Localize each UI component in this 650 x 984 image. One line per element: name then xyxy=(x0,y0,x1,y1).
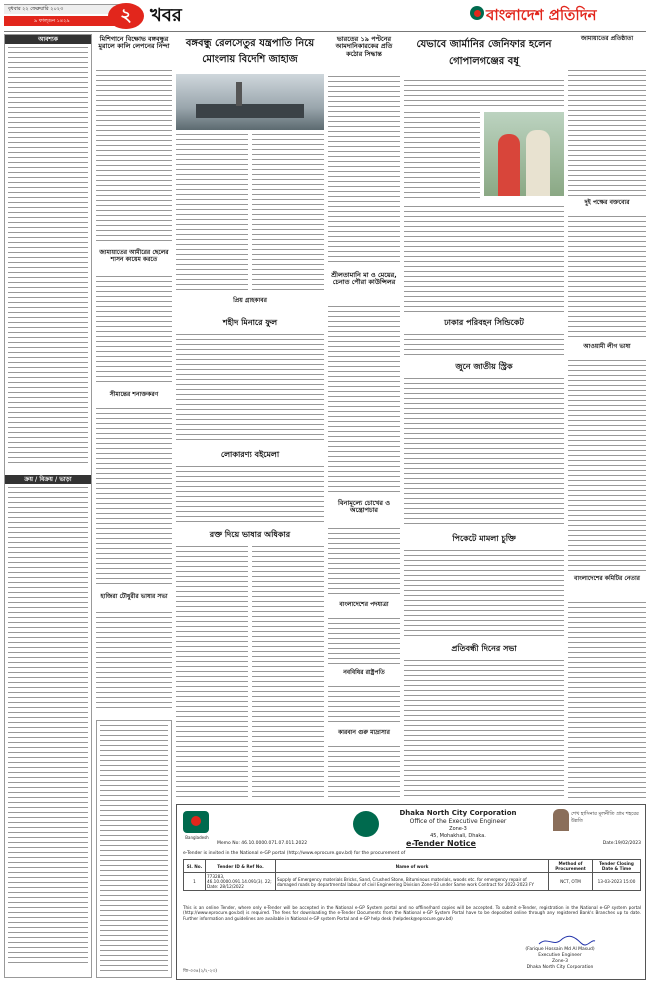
tender-table-header xyxy=(184,860,641,873)
headline-walk: বাংলাদেশের পদযাত্রা xyxy=(339,601,389,608)
headline-two-sides: দুই পক্ষের বক্তব্যের xyxy=(584,199,630,206)
headline-protibondhi: প্রতিবন্ধী দিনের সভা xyxy=(451,644,517,653)
article-text-10 xyxy=(252,546,324,798)
cell-id: 773283, 46.10.0000.091.14.091(3). 22; Date: 28/12/2022 xyxy=(206,873,276,891)
headline-flower: শহীদ মিনারে ফুল xyxy=(222,318,278,327)
tender-table-row xyxy=(184,873,641,891)
headline-border: সীমান্তের শনাক্তকরণ xyxy=(109,391,159,398)
signer-title: Executive Engineer xyxy=(538,953,582,958)
headline-blood-language: রক্ত দিয়ে ভাষার অধিকার xyxy=(209,530,291,539)
tender-office: Office of the Executive Engineer xyxy=(409,818,507,825)
headline-jamaat: জামায়াতের আমীরের ছেলের শাসন কায়েম করতে xyxy=(99,249,169,263)
classified-box-mid xyxy=(96,720,172,978)
article-text-20 xyxy=(404,334,564,358)
masthead xyxy=(0,0,650,32)
brand-name: বাংলাদেশ প্রতিদিন xyxy=(486,6,597,24)
signature-scribble xyxy=(537,935,597,947)
tender-zone: Zone-3 xyxy=(449,826,467,832)
cell-method: NCT, OTM xyxy=(549,873,593,891)
photo-ship-hull xyxy=(196,104,304,118)
dncc-logo xyxy=(353,811,379,837)
article-text-8 xyxy=(176,466,324,526)
signer-org: Dhaka North City Corporation xyxy=(526,965,594,970)
classified-text-1 xyxy=(8,47,88,467)
dateline-text: বৃধবার ২২ ফেব্রুয়ারি ২০২৩ xyxy=(8,6,64,12)
article-text-27 xyxy=(568,602,646,798)
article-text-12 xyxy=(328,306,400,496)
page-number: ২ xyxy=(120,5,132,26)
headline-india: ভারতের ১৯ পণ্টনের আমদানিকারকের প্রতি কঠোর সিদ্ধান্ত xyxy=(335,35,393,58)
ad-ref: জি-৩৩৪(২/২-২৩) xyxy=(183,969,218,974)
cell-sl: 1 xyxy=(184,873,206,891)
classified-head-top: আবশ্যক xyxy=(5,35,91,44)
article-text-22 xyxy=(404,550,564,640)
brand-logo-dot xyxy=(474,10,481,17)
tender-notice xyxy=(176,804,646,980)
headline-michigan: মিশিগানে বিক্ষোভ বঙ্গবন্ধুর মুরালে কালি লেপনের নিন্দা xyxy=(98,35,170,51)
dateline-sub xyxy=(4,16,124,26)
headline-eye-surgery: বিনামূল্যে চোখের ও অন্ত্রোপচার xyxy=(338,499,390,515)
headline-jamaat-founder: জামায়াতের প্রতিষ্ঠাতা xyxy=(580,35,634,42)
col-closing: Tender Closing Date & Time xyxy=(593,860,641,873)
headline-picket: পিকেটে মামলা চুক্তি xyxy=(452,534,516,543)
headline-awami-league: আওয়ামী লীগ ভাষা xyxy=(583,343,631,350)
tender-date: Date:19/02/2023 xyxy=(602,841,641,846)
headline-subscriber: প্রিয় গ্রাহকাবর xyxy=(233,297,267,304)
tender-org: Dhaka North City Corporation xyxy=(399,809,517,817)
brand-logo xyxy=(470,2,646,30)
article-text-7 xyxy=(176,334,324,444)
bangladesh-logo-sun xyxy=(191,816,201,826)
article-text-3 xyxy=(96,408,172,588)
photo-ship-crane xyxy=(236,82,242,106)
pm-photo xyxy=(553,809,569,831)
headline-committee: বাংলাদেশের কমিটির নেতার xyxy=(574,575,640,582)
classified-box-text xyxy=(100,725,168,973)
slogan-text: শেখ হাসিনার মূলনীতি গ্রাম শহরের উন্নতি xyxy=(571,811,639,824)
article-text-23 xyxy=(404,660,564,798)
signer-name: (Farique Hossain Md Al Masud) xyxy=(525,947,595,952)
tender-address: 45, Mohakhali, Dhaka. xyxy=(430,833,486,839)
article-text-16 xyxy=(328,746,400,798)
headline-madrasa: কারবান গুরু মাদ্রাসার xyxy=(338,729,390,736)
article-text-21 xyxy=(404,378,564,528)
article-text-6 xyxy=(252,134,324,294)
tender-memo: Memo No: 46.10.0000.071.07.011.2022 xyxy=(217,841,308,846)
tender-title: e-Tender Notice xyxy=(406,839,476,848)
col-method: Method of Procurement xyxy=(549,860,593,873)
col-id: Tender ID & Ref No. xyxy=(206,860,276,873)
article-text-18 xyxy=(404,112,480,202)
cell-closing: 13-03-2023 15:00 xyxy=(593,873,641,891)
masthead-rule xyxy=(4,31,646,32)
left-classified-column xyxy=(4,34,92,978)
article-text-19 xyxy=(404,206,564,312)
cell-work: Supply of Emergency materials Bricks, Sand, Crushed Stone, Bituminous materials, woods etc. for emergency repair of damaged roads by departmental labour of civil Engineering Division Zone-03 under Same work Contract for 2022-2023 FY xyxy=(276,873,549,891)
headline-national-strike: জুনে জাতীয় স্ট্রিক xyxy=(455,362,513,371)
col-work: Name of work xyxy=(276,860,549,873)
page-number-badge xyxy=(108,3,144,29)
article-text-13 xyxy=(328,528,400,598)
photo-couple xyxy=(484,112,564,196)
bangladesh-logo-caption: Bangladesh xyxy=(185,835,209,840)
headline-councillor: শ্রীলতামানি মা ও মেয়ের, চেনাত পৌরা কাউন্সিলর xyxy=(331,271,397,287)
classified-head-mid: ক্রয় / বিক্রয় / ভাড়া xyxy=(5,475,91,484)
article-text-4 xyxy=(96,612,172,712)
article-text-24 xyxy=(568,70,646,196)
headline-transport: ঢাকার পরিবহন সিন্ডিকেট xyxy=(444,318,524,327)
bangladesh-logo-mark xyxy=(183,811,209,833)
photo-ship xyxy=(176,74,324,130)
article-text-1 xyxy=(96,70,172,242)
tender-table xyxy=(183,859,641,891)
dateline-sub-text: ৯ ফাল্গুন ১৪২৯ xyxy=(34,18,70,24)
dateline-left xyxy=(4,4,124,14)
signer-zone: Zone-3 xyxy=(552,959,568,964)
article-text-2 xyxy=(96,276,172,386)
article-text-25 xyxy=(568,216,646,340)
headline-hajira: হাজিরা টৌধুরীর ভাষার সভা xyxy=(100,593,168,600)
photo-couple-person-2 xyxy=(526,130,550,196)
article-text-11 xyxy=(328,76,400,266)
tender-slogan xyxy=(553,809,641,837)
section-title: খবর xyxy=(150,5,182,26)
article-text-17 xyxy=(404,80,564,108)
article-text-5 xyxy=(176,134,248,294)
headline-rail-bridge: বঙ্গবন্ধু রেলসেতুর যন্ত্রপাতি নিয়ে মোংলায় বিদেশি জাহাজ xyxy=(185,38,315,65)
signature xyxy=(537,935,597,947)
tender-intro: e-Tender is invited in the National e-GP portal (http://www.eprocure.gov.bd) for the procurement of xyxy=(183,851,406,856)
article-text-15 xyxy=(328,686,400,726)
headline-president: নববিধির রাষ্ট্রপতি xyxy=(343,669,385,676)
headline-german-bride: যেভাবে জার্মানির জেনিফার হলেন গোপালগঞ্জের বধূ xyxy=(416,39,552,67)
photo-couple-person-1 xyxy=(498,134,520,196)
article-text-14 xyxy=(328,618,400,666)
classified-text-2 xyxy=(8,487,88,967)
col-sl: Sl. No. xyxy=(184,860,206,873)
article-text-9 xyxy=(176,546,248,798)
headline-bookfair: লোকারণ্য বইমেলা xyxy=(220,450,280,459)
article-text-26 xyxy=(568,360,646,572)
tender-footer: This is an online Tender, where only e-Tender will be accepted in the National e-GP System portal and no offline/hard copies will be accepted. To submit e-Tender, registration in the National e-GP system portal (http://www.eprocure.gov.bd) is required. The fees for downloading the e-Tender Documents from the National e-GP System Portal have to be deposited online through any registered Bank's Branches up to date. Further information and guidelines are available in National e-GP system Portal and e-GP help desk (helpdesk@eprocure.gov.bd) xyxy=(183,905,641,921)
